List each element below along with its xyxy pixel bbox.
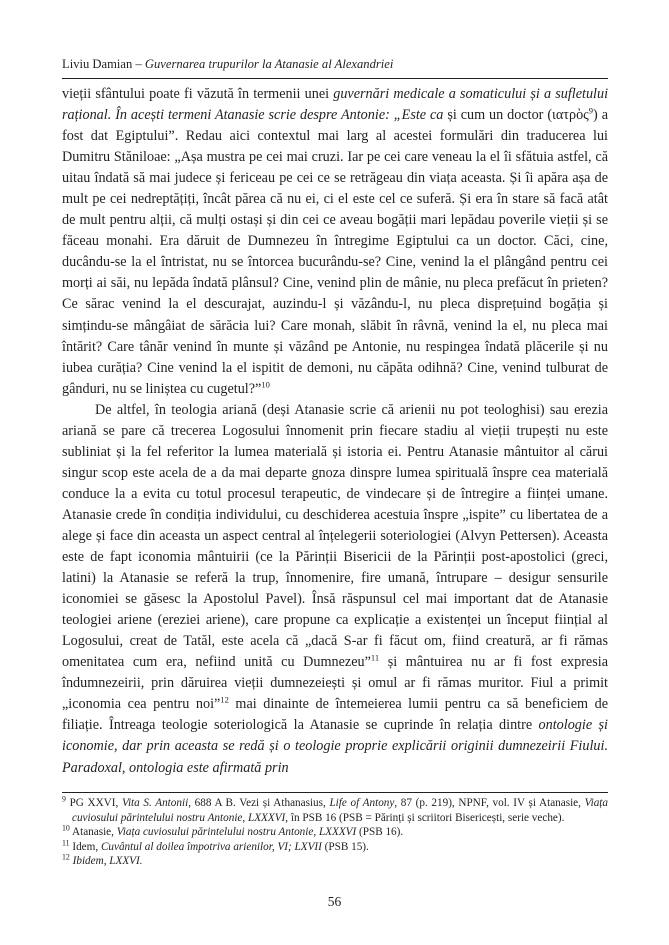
paragraph-1-text-c: ) a fost dat Egiptului”. Redau aici contextul mai larg al acestei formulări din traducerea lui Dumitru Stăniloae: „Așa mustra pe cei mai cruzi. Iar pe cei care veneau la el îi sfătuia astfel, că uitau îndată să mai judece și fericeau pe cei ce se retrăgeau din viața aceasta. Și îi apăra așa de mult pe cei nedreptățiți, încât părea că nu ei, ci el este cel ce suferă. Și era în stare să facă atât de mult pentru alții, că mulți ostași și din cei ce aveau bogății mari lepădau poverile vieții și se făceau monahi. Era dăruit de Dumnezeu în întregime Egiptului ca un doctor. Căci, cine, ducându-se la el întristat, nu se întorcea bucurându-se? Cine, venind la el plângând pentru cei morți ai săi, nu lepăda îndată plânsul? Cine, venind plin de mânie, nu pleca prefăcut în prieten? Ce sărac venind la el descurajat, auzindu-l și văzându-l, nu pleca disprețuind bogăția și simțindu-se mângâiat de sărăcia lui? Care monah, slăbit în râvnă, venind la el, nu pleca mai întărit? Care tânăr venind în munte și văzând pe Antonie, nu respingea îndată plăcerile și nu iubea curăția? Cine venind la el ispitit de demoni, nu căpăta odihnă? Cine, venind tulburat de gânduri, nu se liniștea cu cugetul?” (62, 107, 608, 397)
header-title: Guvernarea trupurilor la Atanasie al Alexandriei (144, 57, 394, 71)
footnote-9 (62, 796, 608, 825)
paragraph-1-text-a: vieții sfântului poate fi văzută în termenii unei (62, 86, 334, 102)
footnote-text: Atanasie, (69, 826, 117, 839)
paragraph-2-text-c: mai dinainte de întemeierea lumii pentru ca să beneficiem de filiație. Întreaga teologie soteriologică la Atanasie se cuprinde în relația dintre (62, 696, 608, 734)
footnote-title: Life of Antony (329, 797, 395, 809)
footnote-ref-12: 12 (220, 694, 229, 705)
paragraph-1-italic: guvernări medicale a somaticului și a sufletului rațional. În acești termeni Atanasie scrie despre Antonie: „Este ca (62, 86, 609, 124)
footnote-11 (62, 840, 608, 855)
footnote-text: , în PSB 16 (PSB = Părinți și scriitori Bisericești, serie veche). (285, 811, 565, 824)
footnote-title: Viața cuviosului părintelului nostru Antonie, LXXXVI (116, 826, 357, 839)
footnote-text: (PSB 16). (356, 826, 404, 839)
footnote-title: Vita S. Antonii (121, 797, 189, 809)
footnote-title: Cuvântul al doilea împotriva arienilor, VI; LXVII (100, 840, 322, 853)
footnotes (62, 796, 608, 869)
main-text (62, 84, 608, 779)
footnote-number: 9 (62, 794, 66, 804)
footnote-separator (62, 792, 608, 793)
footnote-title: Ibidem, LXXVI. (69, 855, 143, 868)
footnote-text: PG XXVI, (65, 797, 122, 809)
footnote-text: (PSB 15). (321, 840, 369, 853)
footnote-10 (62, 825, 608, 840)
footnote-text: Idem, (69, 840, 101, 853)
footnote-number: 10 (62, 823, 70, 833)
header-author: Liviu Damian (62, 57, 133, 71)
footnote-ref-9: 9 (588, 105, 594, 116)
paragraph-2 (62, 400, 608, 779)
paragraph-2-italic: ontologie și iconomie, dar prin aceasta se redă și o teologie proprie explicării originii dumnezeirii Fiului. Paradoxal, ontologia este afirmată prin (62, 717, 609, 776)
footnote-number: 11 (62, 838, 70, 848)
footnote-number: 12 (62, 852, 70, 862)
footnote-text: , 87 (p. 219), NPNF, vol. IV și Atanasie, (394, 797, 585, 809)
footnote-text: , 688 A B. Vezi și Athanasius, (188, 797, 330, 809)
footnote-ref-11: 11 (370, 652, 380, 663)
page-number: 56 (327, 894, 342, 909)
paragraph-1-text-b: și cum un doctor (ιατρὸς (443, 107, 589, 124)
paragraph-2-text-a: De altfel, în teologia ariană (deși Atanasie scrie că arienii nu pot teologhisi) sau erezia ariană se pare că trecerea Logosului înnomenit prin fiecare stadiu al vieții trupești nu este subliniat și la fel referitor la lumea materială și istoria ei. Pentru Atanasie mântuitor al cărui singur scop este acela de a da mai departe gnoza dinspre lumea spirituală înspre cea materială conduce la a evita cu totul procesul terapeutic, de vindecare și de întregire a ființei umane. Atanasie crede în condiția individului, cu deschiderea acestuia înspre „ispite” cu libertatea de a alege și face din aceasta un aspect central al înțelegerii soteriologiei (Alvyn Pettersen). Aceasta este de fapt iconomia mântuirii (ce la Părinții Bisericii de la Părinții post-apostolici (greci, latini) la Atanasie se referă la trup, înnomenire, fire umană, întrupare – desigur sensurile iconomiei se găsesc la Apostolul Pavel). Însă răspunsul cel mai important dat de Atanasie teologiei ariene (ereziei ariene), care propune ca explicație a existenței un început ființial al Logosului, creat de Tatăl, este acela că „dacă S-ar fi făcut om, fiind creatură, ar fi rămas omenitatea cum era, nefiind unită cu Dumnezeu” (62, 401, 608, 671)
paragraph-1 (62, 84, 608, 400)
header-rule (62, 78, 608, 79)
footnote-ref-10: 10 (261, 378, 270, 389)
paragraph-2-text-b: și mântuirea nu ar fi fost expresia îndumnezeirii, prin dăruirea vieții dumnezeiești și omul ar fi rămas muritor. Fiul a primit „iconomia cea pentru noi” (62, 654, 608, 713)
footnote-12 (62, 854, 608, 869)
header-separator: – (132, 57, 145, 71)
running-header (62, 56, 608, 72)
footnote-title: Viața cuviosului părintelului nostru Antonie, LXXXVI (72, 797, 609, 824)
